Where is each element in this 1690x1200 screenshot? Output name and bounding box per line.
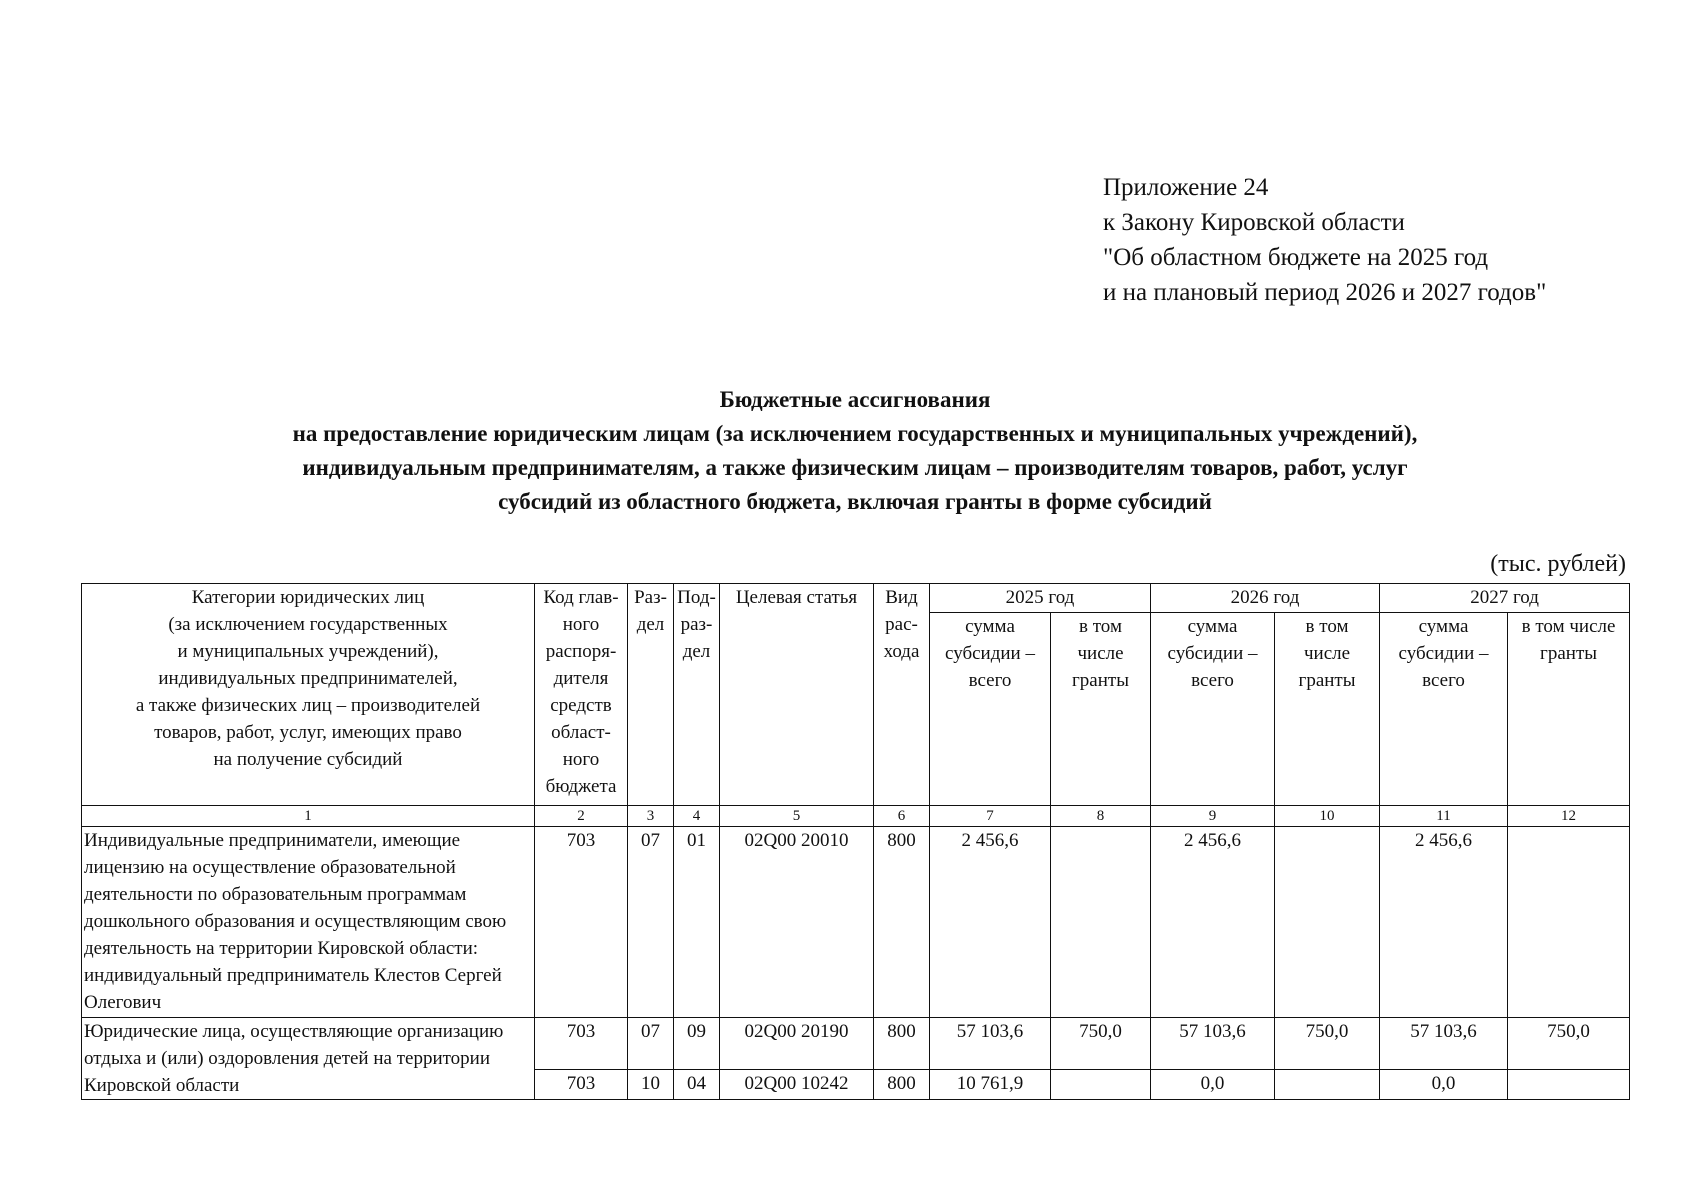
header-section: Раз- дел [628,584,674,806]
header-year-2025: 2025 год [930,584,1151,613]
header-row-main [82,584,1630,613]
grants-2027-cell: 750,0 [1508,1018,1630,1070]
header-code: Код глав- ного распоря- дителя средств област- ного бюджета [535,584,628,806]
column-number: 10 [1275,806,1380,827]
grants-2026-cell: 750,0 [1275,1018,1380,1070]
category-cell: Юридические лица, осуществляющие организацию отдыха и (или) оздоровления детей на территории Кировской области [82,1018,535,1100]
subsection-cell: 04 [674,1069,720,1099]
table-row [82,827,1630,1018]
header-year-2027: 2027 год [1380,584,1630,613]
code-cell: 703 [535,827,628,1018]
section-cell: 07 [628,1018,674,1070]
header-subsection: Под- раз- дел [674,584,720,806]
column-number: 4 [674,806,720,827]
expense-type-cell: 800 [874,827,930,1018]
header-grants-2025: в том числе гранты [1051,613,1151,806]
sum-2025-cell: 57 103,6 [930,1018,1051,1070]
header-sum-2027: сумма субсидии – всего [1380,613,1508,806]
document-title [80,383,1630,519]
column-number-row [82,806,1630,827]
sum-2026-cell: 0,0 [1151,1069,1275,1099]
header-sum-2025: сумма субсидии – всего [930,613,1051,806]
units-label: (тыс. рублей) [1490,551,1626,577]
subsection-cell: 01 [674,827,720,1018]
column-number: 2 [535,806,628,827]
expense-type-cell: 800 [874,1069,930,1099]
header-expense-type: Вид рас- хода [874,584,930,806]
column-number: 7 [930,806,1051,827]
header-grants-2027: в том числе гранты [1508,613,1630,806]
appendix-line-1: Приложение 24 [1103,174,1269,201]
sum-2025-cell: 2 456,6 [930,827,1051,1018]
column-number: 3 [628,806,674,827]
column-number: 1 [82,806,535,827]
appendix-line-2: к Закону Кировской области [1103,209,1405,236]
appendix-block [1103,170,1546,310]
grants-2025-cell [1051,1069,1151,1099]
title-line-3: индивидуальным предпринимателям, а также физическим лицам – производителям товаров, работ, услуг [302,455,1408,480]
appendix-line-4: и на плановый период 2026 и 2027 годов" [1103,279,1547,306]
subsection-cell: 09 [674,1018,720,1070]
grants-2027-cell [1508,1069,1630,1099]
sum-2027-cell: 0,0 [1380,1069,1508,1099]
table-row [82,1018,1630,1070]
expense-type-cell: 800 [874,1018,930,1070]
target-cell: 02Q00 20190 [720,1018,874,1070]
grants-2026-cell [1275,1069,1380,1099]
column-number: 6 [874,806,930,827]
title-line-1: Бюджетные ассигнования [719,387,991,412]
grants-2026-cell [1275,827,1380,1018]
column-number: 9 [1151,806,1275,827]
budget-table [81,583,1630,1100]
grants-2025-cell: 750,0 [1051,1018,1151,1070]
grants-2027-cell [1508,827,1630,1018]
target-cell: 02Q00 20010 [720,827,874,1018]
sum-2027-cell: 57 103,6 [1380,1018,1508,1070]
header-target: Целевая статья [720,584,874,806]
grants-2025-cell [1051,827,1151,1018]
code-cell: 703 [535,1018,628,1070]
column-number: 12 [1508,806,1630,827]
code-cell: 703 [535,1069,628,1099]
header-year-2026: 2026 год [1151,584,1380,613]
column-number: 11 [1380,806,1508,827]
appendix-line-3: "Об областном бюджете на 2025 год [1103,244,1489,271]
section-cell: 07 [628,827,674,1018]
category-cell: Индивидуальные предприниматели, имеющие лицензию на осуществление образовательной деятельности по образовательным программам дошкольного образования и осуществляющим свою деятельность на территории Кировской области: индивидуальный предприниматель Клестов Сергей Олегович [82,827,535,1018]
column-number: 5 [720,806,874,827]
sum-2026-cell: 57 103,6 [1151,1018,1275,1070]
target-cell: 02Q00 10242 [720,1069,874,1099]
header-category: Категории юридических лиц (за исключением государственных и муниципальных учреждений), индивидуальных предпринимателей, а также физических лиц – производителей товаров, работ, услуг, имеющих право на получение субсидий [82,584,535,806]
section-cell: 10 [628,1069,674,1099]
header-sum-2026: сумма субсидии – всего [1151,613,1275,806]
sum-2026-cell: 2 456,6 [1151,827,1275,1018]
sum-2025-cell: 10 761,9 [930,1069,1051,1099]
title-line-2: на предоставление юридическим лицам (за исключением государственных и муниципальных учреждений), [292,421,1418,446]
title-line-4: субсидий из областного бюджета, включая гранты в форме субсидий [498,489,1212,514]
header-grants-2026: в том числе гранты [1275,613,1380,806]
sum-2027-cell: 2 456,6 [1380,827,1508,1018]
column-number: 8 [1051,806,1151,827]
